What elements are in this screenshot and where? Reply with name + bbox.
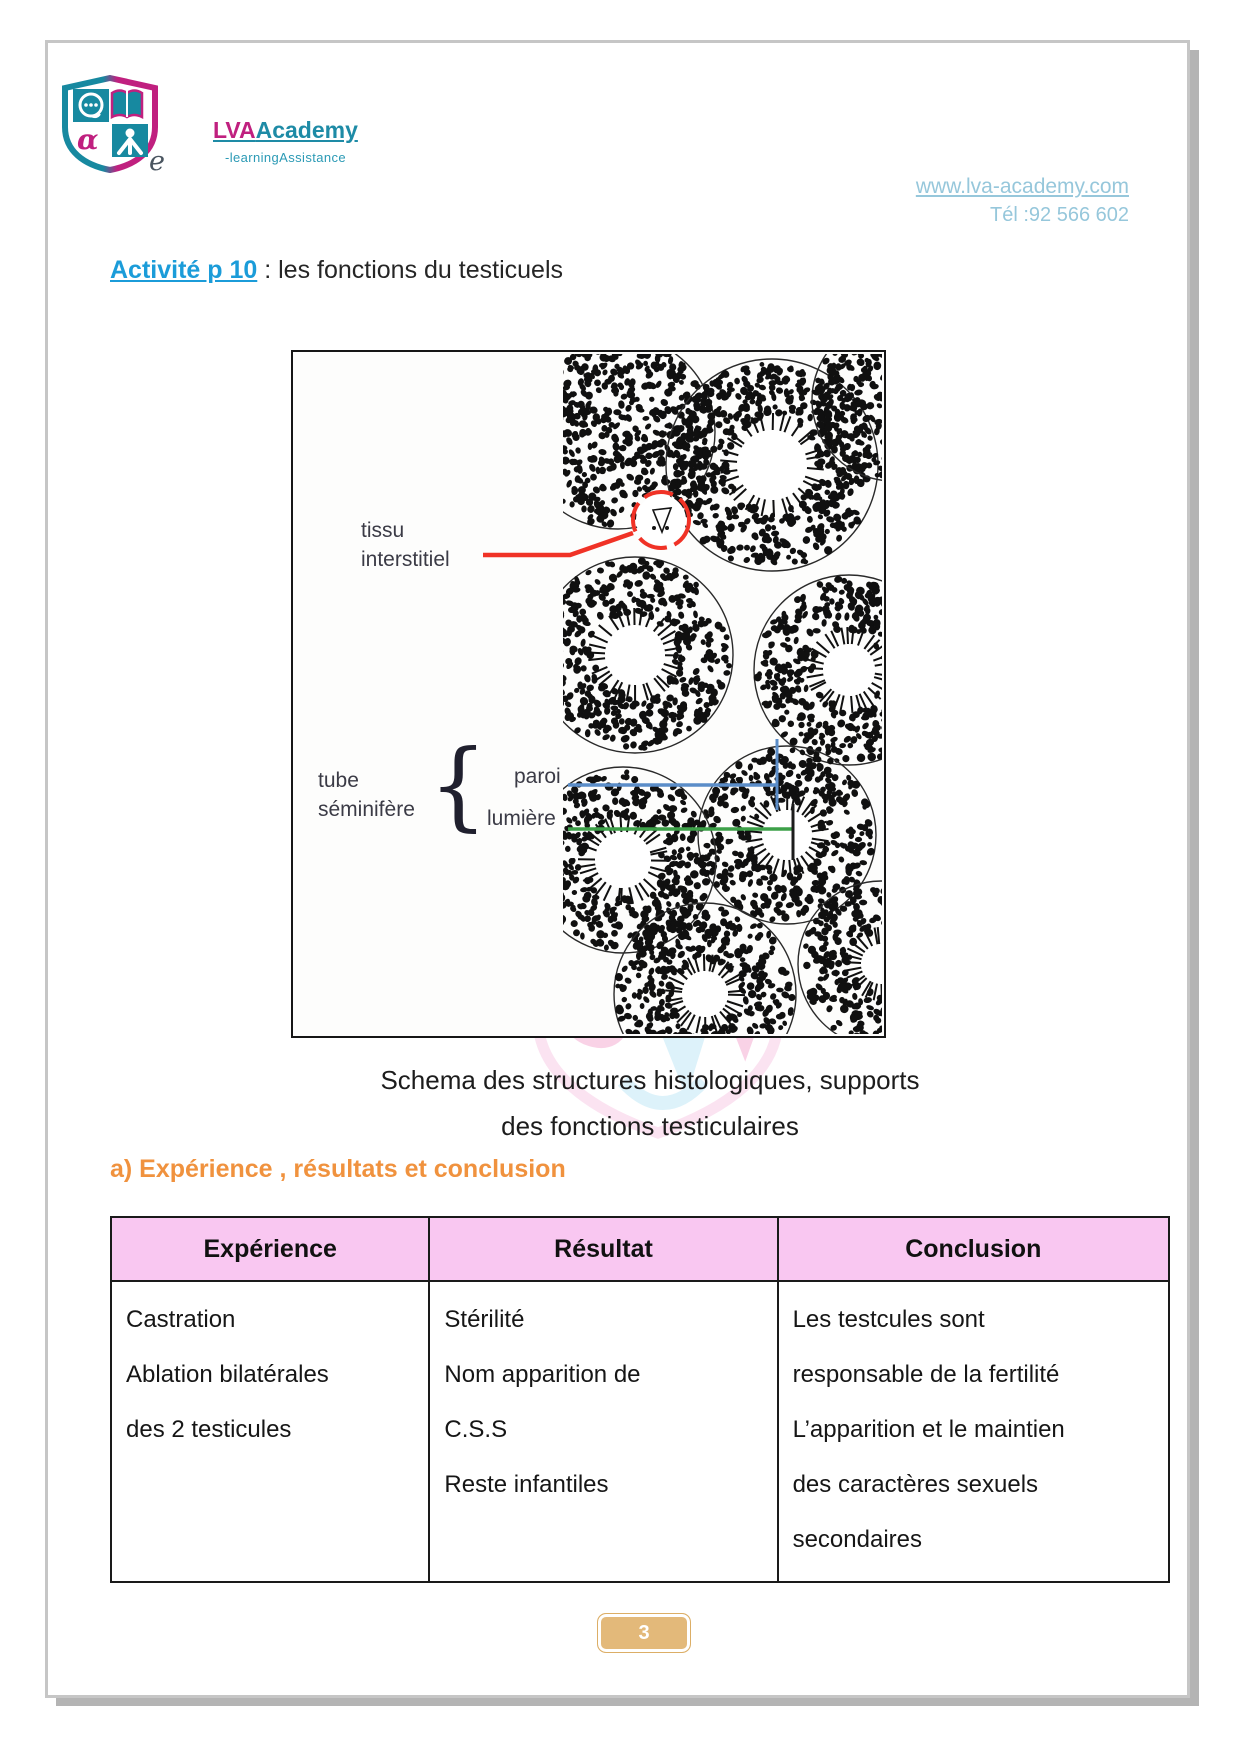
- figure-caption-line1: Schema des structures histologiques, supports: [380, 1065, 920, 1095]
- activity-title: [110, 256, 563, 285]
- figure-caption-line2: des fonctions testiculaires: [501, 1111, 799, 1141]
- brand-tagline: -learningAssistance: [225, 150, 347, 165]
- label-tube-seminifere: tube séminifère: [318, 769, 415, 821]
- label-lumiere: lumière: [487, 807, 556, 830]
- experiment-table: [110, 1216, 1170, 1583]
- histology-figure: [291, 350, 886, 1038]
- website-link[interactable]: www.lva-academy.com: [915, 175, 1129, 198]
- label-tissu-interstitiel: tissu interstitiel: [361, 519, 450, 571]
- page-number-badge: 3: [597, 1613, 691, 1653]
- lva-academy-shield-logo-icon: [59, 75, 161, 173]
- brand-name: [213, 117, 358, 144]
- contact-block: [916, 175, 1129, 227]
- micrograph-illustration: [293, 352, 884, 1036]
- svg-text:α: α: [77, 123, 99, 156]
- logo-e-mark: e: [149, 146, 165, 177]
- table-header-conclusion: Conclusion: [778, 1217, 1169, 1281]
- section-heading: a) Expérience , résultats et conclusion: [110, 1155, 566, 1183]
- table-header-row: [111, 1217, 1169, 1281]
- brand-academy: Academy: [255, 117, 358, 143]
- cell-conclusion: Les testcules sont responsable de la fertilité L’apparition et le maintien des caractères sexuels secondaires: [778, 1281, 1169, 1582]
- cell-experience: Castration Ablation bilatérales des 2 testicules: [111, 1281, 429, 1582]
- figure-caption: [310, 1057, 990, 1149]
- document-page: [45, 40, 1190, 1698]
- brace-glyph: {: [429, 729, 488, 842]
- phone-number: Tél :92 566 602: [990, 204, 1129, 226]
- table-header-resultat: Résultat: [429, 1217, 777, 1281]
- brand-block: [213, 117, 358, 165]
- activity-title-lead: Activité p 10: [110, 256, 258, 284]
- brand-lva: LVA: [213, 117, 256, 143]
- activity-title-rest: : les fonctions du testicuels: [257, 256, 563, 284]
- table-header-experience: Expérience: [111, 1217, 429, 1281]
- label-paroi: paroi: [514, 765, 561, 788]
- cell-resultat: Stérilité Nom apparition de C.S.S Reste infantiles: [429, 1281, 777, 1582]
- table-row: [111, 1281, 1169, 1582]
